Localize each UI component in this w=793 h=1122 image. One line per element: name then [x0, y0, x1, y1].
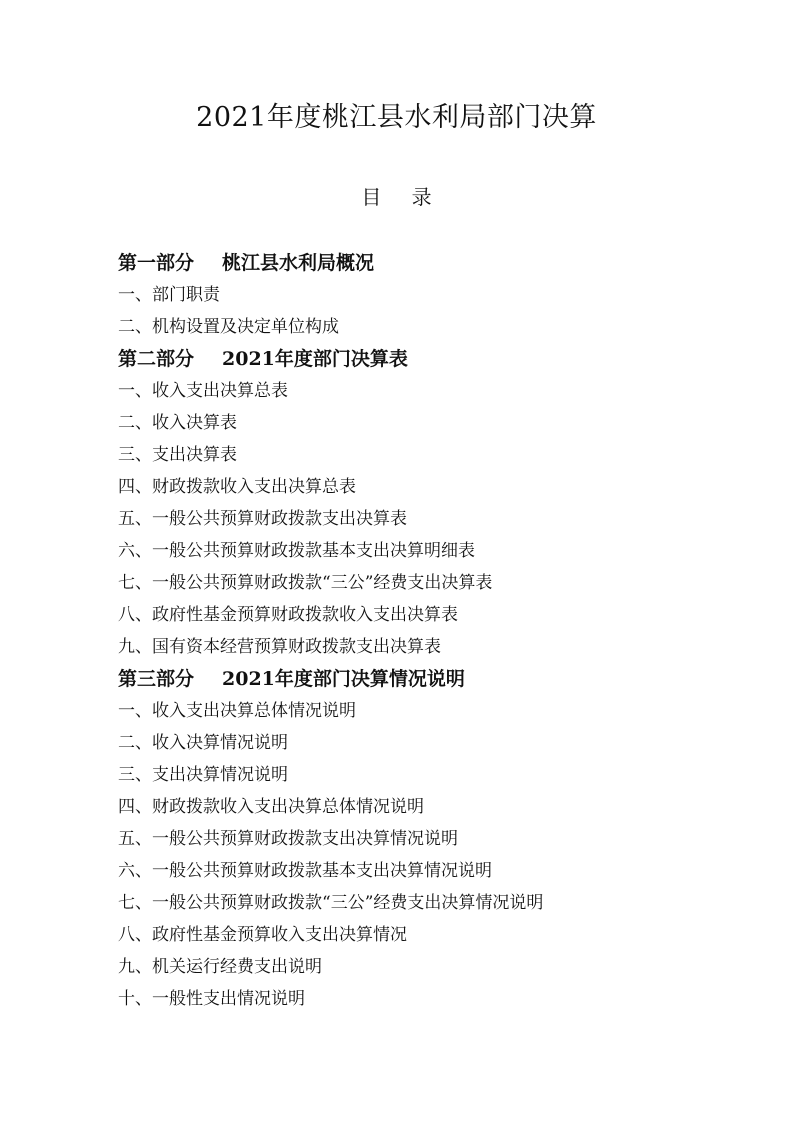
- toc-item: 六、一般公共预算财政拨款基本支出决算情况说明: [118, 861, 492, 881]
- toc-heading: 目 录: [361, 185, 444, 209]
- toc-item: 七、一般公共预算财政拨款“三公”经费支出决算表: [118, 573, 493, 593]
- toc-item: 二、收入决算表: [118, 413, 237, 433]
- toc-part-3-heading: [118, 663, 718, 695]
- toc-part-1-label: 第一部分: [118, 252, 195, 274]
- table-of-contents: [118, 247, 718, 1015]
- toc-item: 六、一般公共预算财政拨款基本支出决算明细表: [118, 541, 475, 561]
- toc-part-2-heading: [118, 343, 718, 375]
- document-title: 2021年度桃江县水利局部门决算: [196, 102, 597, 133]
- toc-part-2-label: 第二部分: [118, 348, 195, 370]
- toc-item: 九、机关运行经费支出说明: [118, 957, 322, 977]
- toc-item: 五、一般公共预算财政拨款支出决算情况说明: [118, 829, 458, 849]
- toc-item: 七、一般公共预算财政拨款“三公”经费支出决算情况说明: [118, 893, 544, 913]
- toc-item: 八、政府性基金预算收入支出决算情况: [118, 925, 407, 945]
- toc-item: 一、收入支出决算总体情况说明: [118, 701, 356, 721]
- toc-item: 二、收入决算情况说明: [118, 733, 288, 753]
- toc-part-3-title: 2021年度部门决算情况说明: [222, 668, 465, 690]
- toc-part-3-label: 第三部分: [118, 668, 195, 690]
- toc-item: 二、机构设置及决定单位构成: [118, 317, 339, 337]
- toc-item: 三、支出决算情况说明: [118, 765, 288, 785]
- toc-item: 五、一般公共预算财政拨款支出决算表: [118, 509, 407, 529]
- toc-part-2-title: 2021年度部门决算表: [222, 348, 408, 370]
- toc-item: 九、国有资本经营预算财政拨款支出决算表: [118, 637, 441, 657]
- toc-item: 四、财政拨款收入支出决算总体情况说明: [118, 797, 424, 817]
- toc-part-1-heading: [118, 247, 718, 279]
- toc-part-1-title: 桃江县水利局概况: [222, 252, 375, 274]
- toc-item: 三、支出决算表: [118, 445, 237, 465]
- toc-item: 一、收入支出决算总表: [118, 381, 288, 401]
- toc-item: 十、一般性支出情况说明: [118, 989, 305, 1009]
- toc-item: 八、政府性基金预算财政拨款收入支出决算表: [118, 605, 458, 625]
- toc-item: 四、财政拨款收入支出决算总表: [118, 477, 356, 497]
- toc-item: 一、部门职责: [118, 285, 220, 305]
